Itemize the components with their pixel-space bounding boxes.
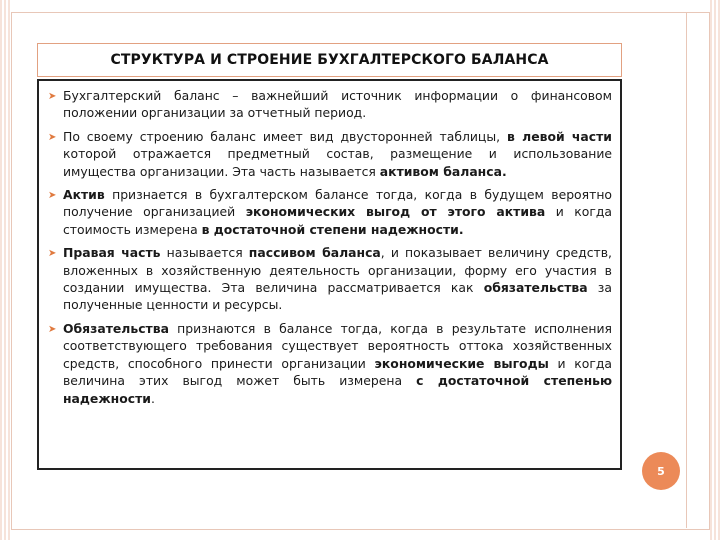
bold-text-segment: пассивом баланса [248,245,381,261]
title-box [37,43,622,77]
page-number: 5 [657,464,665,478]
content-box [37,79,622,470]
text-segment: признаются в балансе тогда, когда в результате исполнения соответствующего требования существует вероятность оттока хозяйственных средств, способного принести организации [63,320,612,371]
text-segment: Бухгалтерский баланс – важнейший источник информации о финансовом положении организации за отчетный период. [63,88,612,121]
text-segment: признается в бухгалтерском балансе тогда, когда в будущем вероятно получение организацией [63,187,612,220]
bullet-item [48,128,612,180]
bullet-item [48,244,612,314]
frame-inner-line [686,12,687,528]
arrowhead-bullet-icon: ➤ [48,131,57,143]
right-decorative-stripe [710,0,720,540]
bold-text-segment: Обязательства [63,320,169,336]
text-segment: за полученные ценности и ресурсы. [63,280,612,313]
bold-text-segment: в левой части [507,128,612,144]
text-segment: , и показывает величину средств, вложенных в хозяйственную деятельность организации, форму его участия в создании имущества. Эта величина рассматривается как [63,245,612,296]
bullet-item [48,87,612,122]
bullet-item [48,320,612,407]
text-segment: называется [160,245,249,261]
bold-text-segment: активом баланса. [379,163,507,179]
bold-text-segment: экономические выгоды [374,355,549,371]
bold-text-segment: с достаточной степенью надежности [63,373,613,406]
text-segment: . [150,390,155,406]
left-decorative-stripe [0,0,10,540]
text-segment: которой отражается предметный состав, размещение и использование имущества организации. Эта часть называется [63,146,612,179]
arrowhead-bullet-icon: ➤ [48,323,57,335]
bold-text-segment: Актив [63,187,105,203]
text-segment: и когда величина этих выгод может быть измерена [63,355,612,389]
bold-text-segment: экономических выгод от этого актива [245,204,546,220]
arrowhead-bullet-icon: ➤ [48,190,57,202]
slide-title: СТРУКТУРА И СТРОЕНИЕ БУХГАЛТЕРСКОГО БАЛАНСА [110,52,549,68]
bold-text-segment: в достаточной степени надежности. [201,221,464,237]
arrowhead-bullet-icon: ➤ [48,91,57,102]
text-segment: и когда стоимость измерена [63,204,612,237]
bold-text-segment: Правая часть [63,245,161,261]
arrowhead-bullet-icon: ➤ [48,248,57,260]
bullet-item [48,186,612,238]
text-segment: По своему строению баланс имеет вид двусторонней таблицы, [63,128,507,144]
bold-text-segment: обязательства [483,280,588,296]
page-number-badge [642,452,680,490]
